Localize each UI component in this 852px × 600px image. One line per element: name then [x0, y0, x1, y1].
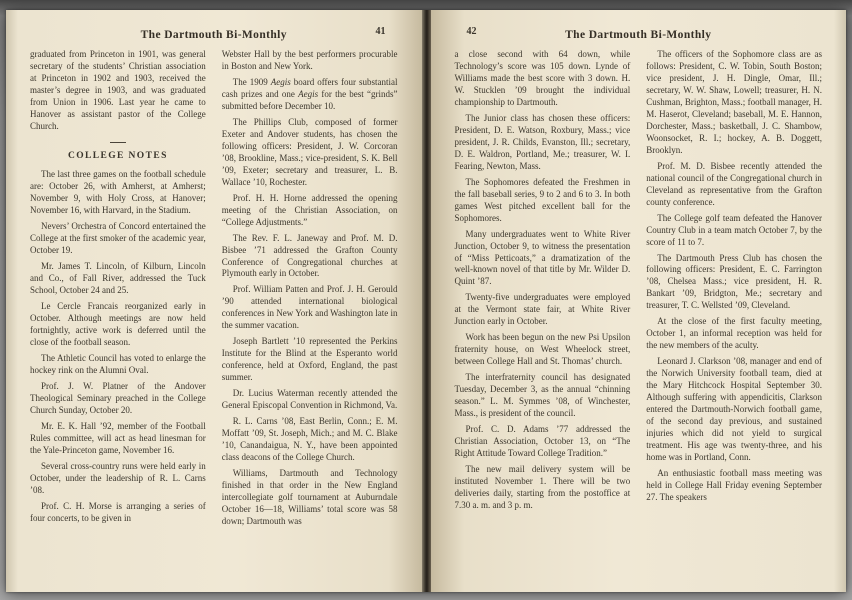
paragraph: Twenty-five undergraduates were employed at the Vermont state fair, at White River Junction early in October. — [454, 292, 631, 327]
paragraph: Prof. C. D. Adams ’77 addressed the Christian Association, October 13, on “The Right Attitude Toward College Tradition.” — [454, 424, 631, 459]
paragraph: Many undergraduates went to White River Junction, October 9, to witness the presentation of “Miss Petticoats,” a dramatization of the well-known novel of that title by Mr. Wilder D. Quint ’87. — [454, 228, 631, 287]
paragraph: Dr. Lucius Waterman recently attended the General Episcopal Convention in Richmond, Va. — [221, 388, 398, 411]
paragraph: The Athletic Council has voted to enlarge the hockey rink on the Alumni Oval. — [30, 352, 206, 375]
paragraph: Mr. James T. Lincoln, of Kilburn, Lincoln and Co., of Fall River, addressed the Tuck School, October 24 and 25. — [30, 261, 206, 296]
paragraph: The Phillips Club, composed of former Exeter and Andover students, has chosen the following officers: President, J. W. Corcoran ’08, Brookline, Mass.; vice-president, S. K. Bell ’09, Exeter; secretary and treasurer, L. B. Wallace ’10, Rochester. — [221, 116, 398, 187]
paragraph: The Rev. F. L. Janeway and Prof. M. D. Bisbee ’71 addressed the Grafton County Conference of Congregational churches at Plymouth early in October. — [221, 232, 398, 279]
paragraph: Several cross-country runs were held early in October, under the leadership of R. L. Carns ’08. — [30, 460, 206, 495]
paragraph: At the close of the first faculty meeting, October 1, an informal reception was held for the new members of the aculty. — [646, 316, 822, 351]
paragraph: Leonard J. Clarkson ’08, manager and end of the Norwich University football team, died at the Mary Hitchcock Hospital September 30. Although suffering with appendicitis, Clarkson entered the Dartmouth-Norwich football game, of the second day previous, and sustained injuries which did not yield to surgical treatment. His age was twenty-three, and his home was in Portland, Conn. — [646, 356, 822, 462]
page-41-columns — [30, 49, 398, 532]
paragraph: An enthusiastic football mass meeting was held in College Hall Friday evening September 27. The speakers — [646, 467, 822, 502]
paragraph: The Junior class has chosen these officers: President, D. E. Watson, Roxbury, Mass.; vice president, J. R. Childs, Evanston, Ill.; secretary, D. E. Waldron, Portland, Me.; treasurer, W. I. Fearing, Newton, Mass. — [454, 112, 631, 171]
page-41-column-1 — [30, 49, 206, 532]
paragraph: Webster Hall by the best performers procurable in Boston and New York. — [221, 49, 398, 71]
section-divider — [110, 142, 126, 143]
paragraph: Le Cercle Francais reorganized early in October. Although meetings are now held fortnightly, active work is deferred until the close of the football season. — [30, 301, 206, 347]
page-41-column-2 — [222, 49, 398, 532]
page-41-header — [30, 25, 398, 40]
page-41 — [6, 10, 422, 592]
paragraph: The interfraternity council has designated Tuesday, December 3, as the annual “chinning season.” L. M. Symmes ’08, of Winchester, Mass., is president of the council. — [454, 372, 631, 419]
paragraph: The last three games on the football schedule are: October 26, with Amherst, at Amherst; November 9, with Holy Cross, at Hanover; November 16, with Harvard, in the Stadium. — [30, 169, 206, 216]
paragraph: The 1909 Aegis board offers four substantial cash prizes and one Aegis for the best “grinds” submitted before December 10. — [221, 76, 398, 111]
paragraph: The Sophomores defeated the Freshmen in the fall baseball series, 9 to 2 and 6 to 3. In both games West pitched excellent ball for the Sophomores. — [454, 176, 631, 223]
paragraph: The new mail delivery system will be instituted November 1. There will be two deliveries daily, starting from the postoffice at 7.30 a. m. and 3 p. m. — [454, 464, 631, 510]
section-heading: COLLEGE NOTES — [67, 150, 168, 161]
book-gutter — [422, 10, 431, 592]
paragraph: Work has been begun on the new Psi Upsilon fraternity house, on West Wheelock street, between College Hall and St. Thomas’ church. — [454, 332, 631, 367]
page-title: The Dartmouth Bi-Monthly — [140, 29, 287, 41]
paragraph: R. L. Carns ’08, East Berlin, Conn.; E. M. Moffatt ’09, St. Joseph, Mich.; and M. C. Blake ’10, Canandaigua, N. Y., have been appointed class deacons of the College Church. — [221, 416, 398, 463]
paragraph: a close second with 64 down, while Technology’s score was 105 down. Lynde of Williams made the best score with 3 down. H. W. Stucklen ’09 brought the individual championship to Dartmouth. — [454, 49, 631, 107]
paragraph: The College golf team defeated the Hanover Country Club in a team match October 7, by the score of 11 to 7. — [646, 212, 822, 247]
page-title: The Dartmouth Bi-Monthly — [565, 29, 712, 41]
page-42 — [431, 10, 847, 592]
paragraph: Prof. M. D. Bisbee recently attended the national council of the Congregational church in Cleveland as representative from the Grafton county conference. — [646, 160, 822, 207]
paragraph: Prof. C. H. Morse is arranging a series of four concerts, to be given in — [30, 500, 206, 523]
page-42-columns — [455, 49, 823, 516]
paragraph: Joseph Bartlett ’10 represented the Perkins Institute for the Blind at the Esperanto world conference, held at Oxford, England, the past summer. — [221, 336, 398, 383]
paragraph: The officers of the Sophomore class are as follows: President, C. W. Tobin, South Boston; vice president, J. H. Dingle, Omar, Ill.; secretary, W. W. Shaw, Lowell; treasurer, H. N. Cushman, Brighton, Mass.; football manager, H. M. Haserot, Cleveland; baseball, M. E. Hannon, Dorchester, Mass.; basketball, J. C. Shambow, Woonsocket, R. I.; hockey, A. B. Doggett, Brooklyn. — [646, 49, 822, 155]
page-42-content — [431, 10, 847, 532]
paragraph: The Dartmouth Press Club has chosen the following officers: President, E. C. Farrington ’08, Chelsea Mass.; vice president, H. R. Bankart ’09, Bridgton, Me.; secretary and treasurer, T. C. Wellsted ’09, Cleveland. — [646, 252, 822, 311]
page-42-header — [455, 25, 823, 40]
page-41-content — [6, 10, 422, 548]
paragraph: Williams, Dartmouth and Technology finished in that order in the New England intercollegiate golf tournament at Auburndale October 16—18, Williams’ total score was 58 down; Dartmouth was — [221, 468, 398, 526]
page-number: 41 — [375, 26, 386, 37]
paragraph: Prof. H. H. Horne addressed the opening meeting of the Christian Association, on “College Adjustments.” — [221, 192, 398, 227]
page-42-column-2 — [646, 49, 822, 516]
paragraph: Prof. J. W. Platner of the Andover Theological Seminary preached in the College Church Sunday, October 20. — [30, 380, 206, 415]
paragraph: Mr. E. K. Hall ’92, member of the Football Rules committee, will act as head linesman for the Yale-Princeton game, November 16. — [30, 420, 206, 455]
paragraph: Nevers’ Orchestra of Concord entertained the College at the first smoker of the academic year, October 19. — [30, 221, 206, 256]
paragraph: Prof. William Patten and Prof. J. H. Gerould ’90 attended international biological conferences in New York and Washington late in the summer vacation. — [221, 284, 398, 331]
paragraph: graduated from Princeton in 1901, was general secretary of the students’ Christian association at Princeton in 1902 and 1903, received the master’s degree in 1903, and was graduated from Union in 1906. Last year he came to Hanover as assistant pastor of the College Church. — [30, 49, 206, 131]
page-42-column-1 — [455, 49, 631, 516]
book-spread — [6, 10, 846, 592]
page-number: 42 — [466, 26, 477, 37]
